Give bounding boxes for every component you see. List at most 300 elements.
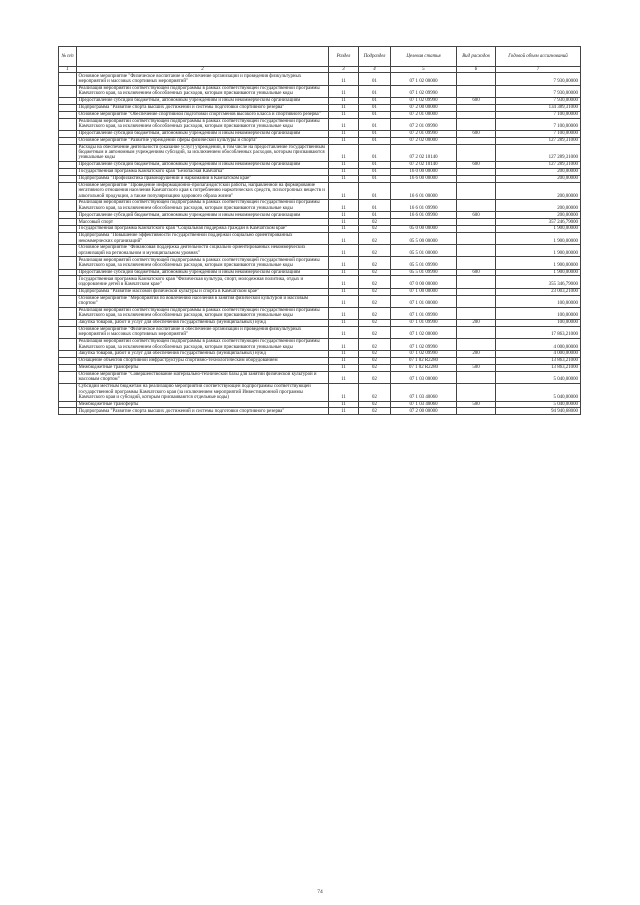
cell-t: 07 1 02 R2280	[391, 364, 457, 371]
cell-s: 200,00000	[496, 182, 581, 199]
cell-r: 11	[329, 364, 359, 371]
cell-p: 01	[359, 130, 391, 137]
table-row	[59, 161, 581, 168]
table-row	[59, 257, 581, 269]
cell-r: 11	[329, 212, 359, 219]
cell-v	[457, 175, 496, 182]
cell-p: 01	[359, 200, 391, 212]
cell-s: 7 930,00000	[496, 73, 581, 85]
cell-r: 11	[329, 276, 359, 288]
table-row	[59, 111, 581, 118]
cell-s: 94 940,68000	[496, 408, 581, 415]
cell-name: Подпрограмма "Профилактика правонарушений и наркомании в Камчатском крае"	[77, 175, 329, 182]
cell-t: 07 2 01 09990	[391, 130, 457, 137]
cell-s: 1 900,00000	[496, 226, 581, 233]
cell-num	[59, 137, 77, 144]
table-body	[59, 73, 581, 415]
cell-p: 02	[359, 307, 391, 319]
cell-v	[457, 85, 496, 97]
cell-name: Предоставление субсидий бюджетным, автономным учреждениям и иным некоммерческим организациям	[77, 130, 329, 137]
table-row	[59, 144, 581, 161]
cell-p: 02	[359, 233, 391, 245]
cell-num	[59, 358, 77, 365]
cell-v: 600	[457, 161, 496, 168]
cell-t: 16 6 01 09990	[391, 212, 457, 219]
cell-name: Предоставление субсидий бюджетным, автономным учреждениям и иным некоммерческим организациям	[77, 161, 329, 168]
cell-num	[59, 182, 77, 199]
table-row	[59, 130, 581, 137]
cell-p: 01	[359, 104, 391, 111]
cell-p: 02	[359, 288, 391, 295]
cell-name: Субсидии местным бюджетам на реализацию мероприятий соответствующей подпрограммы соответствующей государственной программы Камчатского края (за исключением мероприятий Инвестиционной программы Камчатского края и субсидий, которым присваиваются отдельные коды)	[77, 384, 329, 401]
cell-p: 02	[359, 401, 391, 408]
cell-num	[59, 257, 77, 269]
cell-r: 11	[329, 408, 359, 415]
cell-p: 02	[359, 408, 391, 415]
table-row	[59, 358, 581, 365]
table-row	[59, 319, 581, 326]
table-row	[59, 269, 581, 276]
cell-s: 1 900,00000	[496, 233, 581, 245]
index-row	[59, 66, 581, 73]
table-row	[59, 118, 581, 130]
table-row	[59, 182, 581, 199]
cell-p: 02	[359, 351, 391, 358]
cell-t: 07 1 03 40060	[391, 384, 457, 401]
cell-r: 11	[329, 219, 359, 226]
header-total: Годовой объем ассигнований	[496, 47, 581, 67]
cell-r: 11	[329, 358, 359, 365]
cell-v	[457, 118, 496, 130]
cell-v	[457, 408, 496, 415]
cell-t: 07 1 01 09990	[391, 319, 457, 326]
cell-p: 01	[359, 118, 391, 130]
cell-s: 134 389,31000	[496, 104, 581, 111]
cell-r: 11	[329, 233, 359, 245]
cell-r: 11	[329, 144, 359, 161]
table-row	[59, 233, 581, 245]
cell-s: 4 000,00000	[496, 338, 581, 350]
cell-name: Государственная программа Камчатского края "Социальная поддержка граждан в Камчатском крае"	[77, 226, 329, 233]
cell-t: 07 1 02 R2280	[391, 358, 457, 365]
cell-num	[59, 118, 77, 130]
cell-v	[457, 233, 496, 245]
cell-r: 11	[329, 182, 359, 199]
cell-num	[59, 319, 77, 326]
cell-num	[59, 351, 77, 358]
cell-s: 127 289,31000	[496, 137, 581, 144]
cell-p: 01	[359, 97, 391, 104]
cell-t: 05 0 00 00000	[391, 226, 457, 233]
table-row	[59, 168, 581, 175]
cell-v	[457, 257, 496, 269]
cell-s: 4 000,00000	[496, 351, 581, 358]
cell-name: Закупка товаров, работ и услуг для обеспечения государственных (муниципальных) нужд	[77, 319, 329, 326]
cell-p: 02	[359, 319, 391, 326]
cell-t: 05 5 01 00000	[391, 245, 457, 257]
cell-v	[457, 371, 496, 383]
cell-t: 07 2 01 00000	[391, 111, 457, 118]
cell-p: 02	[359, 338, 391, 350]
cell-v: 600	[457, 97, 496, 104]
cell-name: Реализация мероприятий соответствующей подпрограммы в рамках соответствующей государственной программы Камчатского края, за исключением обособленных расходов, которым присваиваются уникальные коды	[77, 200, 329, 212]
cell-r: 11	[329, 97, 359, 104]
cell-s: 1 900,00000	[496, 269, 581, 276]
cell-t: 07 1 02 00000	[391, 326, 457, 338]
cell-v: 600	[457, 269, 496, 276]
cell-t: 07 1 00 00000	[391, 288, 457, 295]
cell-s: 200,00000	[496, 200, 581, 212]
index-cell: 5	[391, 66, 457, 73]
cell-v	[457, 104, 496, 111]
cell-s: 200,00000	[496, 212, 581, 219]
cell-r: 11	[329, 319, 359, 326]
page-number: 74	[317, 889, 323, 895]
cell-name: Закупка товаров, работ и услуг для обеспечения государственных (муниципальных) нужд	[77, 351, 329, 358]
index-cell: 7	[496, 66, 581, 73]
cell-name: Основное мероприятие "Обеспечение спортивной подготовки спортсменов высокого класса и спортивного резерва"	[77, 111, 329, 118]
cell-v	[457, 384, 496, 401]
cell-name: Реализация мероприятий соответствующей подпрограммы в рамках соответствующей государственной программы Камчатского края, за исключением обособленных расходов, которым присваиваются уникальные коды	[77, 338, 329, 350]
cell-r: 11	[329, 288, 359, 295]
cell-r: 11	[329, 269, 359, 276]
table-row	[59, 137, 581, 144]
table-row	[59, 104, 581, 111]
cell-num	[59, 338, 77, 350]
cell-v	[457, 288, 496, 295]
cell-s: 200,00000	[496, 175, 581, 182]
cell-num	[59, 276, 77, 288]
header-vid: Вид расходов	[457, 47, 496, 67]
cell-v	[457, 200, 496, 212]
cell-p: 02	[359, 245, 391, 257]
cell-r: 11	[329, 175, 359, 182]
cell-s: 7 100,00000	[496, 130, 581, 137]
cell-p: 01	[359, 182, 391, 199]
cell-p: 02	[359, 257, 391, 269]
cell-v: 200	[457, 351, 496, 358]
cell-r: 11	[329, 200, 359, 212]
cell-name: Предоставление субсидий бюджетным, автономным учреждениям и иным некоммерческим организациям	[77, 269, 329, 276]
cell-t: 07 2 01 09990	[391, 118, 457, 130]
cell-v	[457, 226, 496, 233]
header-name	[77, 47, 329, 67]
cell-s: 17 863,21000	[496, 326, 581, 338]
cell-t: 07 1 03 40060	[391, 401, 457, 408]
table-row	[59, 371, 581, 383]
cell-name: Подпрограмма "Развитие массовой физической культуры и спорта в Камчатском крае"	[77, 288, 329, 295]
cell-v: 600	[457, 212, 496, 219]
index-cell: 3	[329, 66, 359, 73]
cell-t: 05 5 01 09990	[391, 269, 457, 276]
cell-p: 01	[359, 111, 391, 118]
cell-t: 07 1 01 09990	[391, 307, 457, 319]
index-cell: 1	[59, 66, 77, 73]
cell-p: 02	[359, 295, 391, 307]
table-row	[59, 97, 581, 104]
cell-name: Оснащение объектов спортивной инфраструктуры спортивно-технологическим оборудованием	[77, 358, 329, 365]
cell-v	[457, 245, 496, 257]
cell-t: 07 2 02 10140	[391, 161, 457, 168]
cell-v	[457, 295, 496, 307]
cell-s: 127 289,31000	[496, 161, 581, 168]
cell-r: 11	[329, 257, 359, 269]
cell-v	[457, 168, 496, 175]
cell-v	[457, 111, 496, 118]
cell-s: 127 289,31000	[496, 144, 581, 161]
cell-v	[457, 144, 496, 161]
cell-name: Реализация мероприятий соответствующей подпрограммы в рамках соответствующей государственной программы Камчатского края, за исключением обособленных расходов, которым присваиваются уникальные коды	[77, 307, 329, 319]
cell-num	[59, 168, 77, 175]
cell-num	[59, 401, 77, 408]
cell-num	[59, 73, 77, 85]
table-row	[59, 245, 581, 257]
cell-s: 1 900,00000	[496, 245, 581, 257]
cell-num	[59, 219, 77, 226]
cell-name: Основное мероприятие "Физическое воспитание и обеспечение организации и проведения физкультурных мероприятий и массовых спортивных мероприятий"	[77, 73, 329, 85]
cell-r: 11	[329, 295, 359, 307]
cell-name: Основное мероприятие "Финансовая поддержка деятельности социально ориентированных некоммерческих организаций на региональном и муниципальном уровнях"	[77, 245, 329, 257]
cell-r: 11	[329, 104, 359, 111]
cell-v: 500	[457, 401, 496, 408]
cell-p: 02	[359, 384, 391, 401]
budget-table	[58, 46, 581, 415]
cell-r: 11	[329, 161, 359, 168]
cell-s: 100,00000	[496, 319, 581, 326]
header-razdel: Раздел	[329, 47, 359, 67]
cell-num	[59, 226, 77, 233]
cell-name: Подпрограмма "Повышение эффективности государственной поддержки социально ориентированных некоммерческих организаций"	[77, 233, 329, 245]
cell-t: 07 2 02 10140	[391, 144, 457, 161]
cell-t: 16 0 00 00000	[391, 168, 457, 175]
cell-t: 07 2 00 00000	[391, 408, 457, 415]
cell-num	[59, 111, 77, 118]
header-target: Целевая статья	[391, 47, 457, 67]
cell-t: 07 1 02 09990	[391, 85, 457, 97]
cell-num	[59, 130, 77, 137]
cell-s: 1 900,00000	[496, 257, 581, 269]
cell-name: Государственная программа Камчатского края "Безопасная Камчатка"	[77, 168, 329, 175]
cell-num	[59, 85, 77, 97]
cell-v: 200	[457, 319, 496, 326]
cell-t: 16 6 01 09990	[391, 200, 457, 212]
cell-r: 11	[329, 85, 359, 97]
cell-name: Массовый спорт	[77, 219, 329, 226]
cell-t: 07 1 01 00000	[391, 295, 457, 307]
cell-r: 11	[329, 130, 359, 137]
cell-r: 11	[329, 351, 359, 358]
budget-table-page	[58, 46, 580, 415]
cell-t: 16 6 01 00000	[391, 182, 457, 199]
cell-name: Предоставление субсидий бюджетным, автономным учреждениям и иным некоммерческим организациям	[77, 97, 329, 104]
cell-t: 05 5 01 09990	[391, 257, 457, 269]
cell-v	[457, 73, 496, 85]
cell-num	[59, 144, 77, 161]
cell-p: 02	[359, 364, 391, 371]
header-row	[59, 47, 581, 67]
cell-name: Предоставление субсидий бюджетным, автономным учреждениям и иным некоммерческим организациям	[77, 212, 329, 219]
cell-v	[457, 307, 496, 319]
cell-name: Основное мероприятие "Мероприятия по вовлечению населения в занятия физической культурой и массовым спортом"	[77, 295, 329, 307]
table-row	[59, 307, 581, 319]
table-row	[59, 408, 581, 415]
cell-p: 01	[359, 85, 391, 97]
table-row	[59, 384, 581, 401]
cell-r: 11	[329, 137, 359, 144]
cell-t: 07 1 02 09990	[391, 338, 457, 350]
cell-p: 01	[359, 73, 391, 85]
cell-name: Основное мероприятие "Развитие учреждений сферы физической культуры и спорта"	[77, 137, 329, 144]
cell-num	[59, 97, 77, 104]
cell-s: 13 863,21000	[496, 358, 581, 365]
cell-r: 11	[329, 307, 359, 319]
cell-v	[457, 338, 496, 350]
cell-p: 02	[359, 219, 391, 226]
cell-name: Межбюджетные трансферты	[77, 401, 329, 408]
table-row	[59, 288, 581, 295]
cell-r: 11	[329, 338, 359, 350]
cell-r: 11	[329, 111, 359, 118]
cell-name: Основное мероприятие "Физическое воспитание и обеспечение организации и проведения физкультурных мероприятий и массовых спортивных мероприятий"	[77, 326, 329, 338]
cell-r: 11	[329, 226, 359, 233]
cell-v	[457, 276, 496, 288]
table-row	[59, 326, 581, 338]
cell-v	[457, 219, 496, 226]
table-row	[59, 175, 581, 182]
cell-name: Реализация мероприятий соответствующей подпрограммы в рамках соответствующей государственной программы Камчатского края, за исключением обособленных расходов, которым присваиваются уникальные коды	[77, 118, 329, 130]
cell-t: 16 6 00 00000	[391, 175, 457, 182]
cell-r: 11	[329, 73, 359, 85]
cell-t: 07 1 02 00000	[391, 73, 457, 85]
cell-num	[59, 288, 77, 295]
cell-s: 5 040,00000	[496, 371, 581, 383]
cell-name: Основное мероприятие "Проведение информационно-пропагандистской работы, направленной на формирование негативного отношения населения Камчатского края к потреблению наркотических средств, психотропных веществ и алкогольной продукции, а также популяризацию здорового образа жизни"	[77, 182, 329, 199]
cell-num	[59, 408, 77, 415]
cell-v: 500	[457, 364, 496, 371]
cell-s: 7 930,00000	[496, 97, 581, 104]
cell-num	[59, 384, 77, 401]
cell-s: 7 100,00000	[496, 118, 581, 130]
cell-num	[59, 371, 77, 383]
table-row	[59, 219, 581, 226]
cell-num	[59, 233, 77, 245]
cell-t: 07 1 02 09990	[391, 351, 457, 358]
cell-p: 01	[359, 212, 391, 219]
cell-p: 02	[359, 226, 391, 233]
header-num: № п/п	[59, 47, 77, 67]
table-row	[59, 351, 581, 358]
table-row	[59, 73, 581, 85]
cell-p: 02	[359, 326, 391, 338]
cell-p: 01	[359, 168, 391, 175]
cell-num	[59, 245, 77, 257]
table-row	[59, 276, 581, 288]
cell-t: 07 1 02 09990	[391, 97, 457, 104]
index-cell: 4	[359, 66, 391, 73]
cell-r: 11	[329, 245, 359, 257]
table-row	[59, 200, 581, 212]
cell-s: 355 346,79000	[496, 276, 581, 288]
cell-num	[59, 175, 77, 182]
table-row	[59, 401, 581, 408]
cell-num	[59, 269, 77, 276]
cell-p: 02	[359, 358, 391, 365]
cell-num	[59, 295, 77, 307]
cell-s: 7 930,00000	[496, 85, 581, 97]
index-cell: 2	[77, 66, 329, 73]
cell-v	[457, 137, 496, 144]
cell-t: 07 2 00 00000	[391, 104, 457, 111]
cell-s: 7 100,00000	[496, 111, 581, 118]
cell-v	[457, 326, 496, 338]
header-podrazdel: Подраздел	[359, 47, 391, 67]
cell-num	[59, 326, 77, 338]
cell-s: 200,00000	[496, 168, 581, 175]
cell-num	[59, 212, 77, 219]
cell-t: 07 0 00 00000	[391, 276, 457, 288]
cell-s: 100,00000	[496, 295, 581, 307]
cell-p: 02	[359, 269, 391, 276]
cell-name: Государственная программа Камчатского края "Физическая культура, спорт, молодежная политика, отдых и оздоровление детей в Камчатском крае"	[77, 276, 329, 288]
cell-r: 11	[329, 401, 359, 408]
cell-name: Межбюджетные трансферты	[77, 364, 329, 371]
table-row	[59, 212, 581, 219]
cell-t	[391, 219, 457, 226]
cell-v	[457, 358, 496, 365]
cell-name: Реализация мероприятий соответствующей подпрограммы в рамках соответствующей государственной программы Камчатского края, за исключением обособленных расходов, которым присваиваются уникальные коды	[77, 257, 329, 269]
cell-num	[59, 307, 77, 319]
cell-name: Подпрограмма "Развитие спорта высших достижений и системы подготовки спортивного резерва"	[77, 104, 329, 111]
table-row	[59, 364, 581, 371]
cell-s: 5 040,00000	[496, 401, 581, 408]
cell-name: Реализация мероприятий соответствующей подпрограммы в рамках соответствующей государственной программы Камчатского края, за исключением обособленных расходов, которым присваиваются уникальные коды	[77, 85, 329, 97]
cell-v: 600	[457, 130, 496, 137]
cell-r: 11	[329, 168, 359, 175]
cell-t: 07 2 02 00000	[391, 137, 457, 144]
cell-t: 05 5 00 00000	[391, 233, 457, 245]
cell-name: Основное мероприятие "Совершенствование материально-технической базы для занятий физической культурой и массовым спортом"	[77, 371, 329, 383]
cell-s: 23 003,21000	[496, 288, 581, 295]
cell-p: 01	[359, 144, 391, 161]
cell-v	[457, 182, 496, 199]
cell-name: Расходы на обеспечение деятельности (оказание услуг) учреждений, в том числе на предоставление государственным бюджетным и автономным учреждениям субсидий, за исключением обособленных расходов, которым присваиваются уникальные коды	[77, 144, 329, 161]
cell-r: 11	[329, 384, 359, 401]
table-row	[59, 226, 581, 233]
table-row	[59, 295, 581, 307]
cell-name: Подпрограмма "Развитие спорта высших достижений и системы подготовки спортивного резерва"	[77, 408, 329, 415]
cell-p: 01	[359, 175, 391, 182]
cell-p: 02	[359, 276, 391, 288]
cell-r: 11	[329, 326, 359, 338]
index-cell: 6	[457, 66, 496, 73]
cell-s: 357 246,79000	[496, 219, 581, 226]
cell-p: 01	[359, 161, 391, 168]
cell-p: 02	[359, 371, 391, 383]
cell-num	[59, 364, 77, 371]
cell-t: 07 1 03 00000	[391, 371, 457, 383]
cell-r: 11	[329, 371, 359, 383]
cell-s: 100,00000	[496, 307, 581, 319]
cell-p: 01	[359, 137, 391, 144]
table-row	[59, 85, 581, 97]
cell-num	[59, 161, 77, 168]
table-row	[59, 338, 581, 350]
cell-s: 5 040,00000	[496, 384, 581, 401]
cell-num	[59, 200, 77, 212]
cell-num	[59, 104, 77, 111]
cell-r: 11	[329, 118, 359, 130]
cell-s: 13 863,21000	[496, 364, 581, 371]
